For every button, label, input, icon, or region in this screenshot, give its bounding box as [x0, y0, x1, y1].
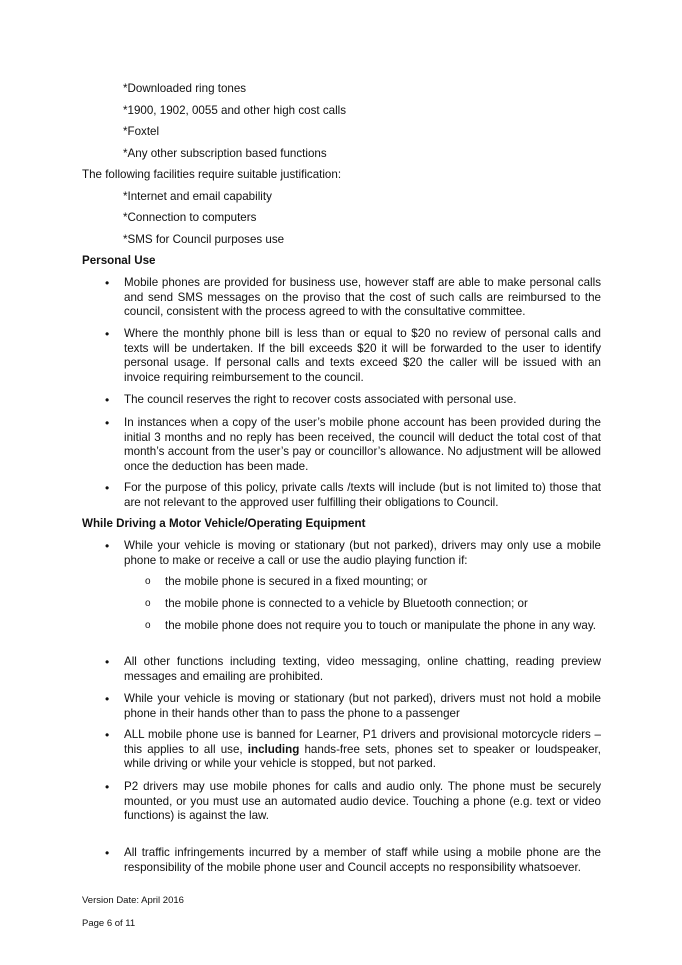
bullet-icon — [105, 728, 119, 744]
list-item: *1900, 1902, 0055 and other high cost calls — [123, 104, 347, 117]
bullet-text: While your vehicle is moving or stationary (but not parked), drivers must not hold a mobile phone in their hands other than to pass the phone to a passenger — [124, 692, 601, 720]
bullet-icon — [105, 780, 119, 796]
bullet-icon — [105, 393, 119, 409]
bullet-icon — [105, 327, 119, 343]
bullet-icon — [105, 416, 119, 432]
version-date: Version Date: April 2016 — [82, 895, 184, 906]
circle-bullet-icon: o — [145, 620, 151, 631]
bullet-icon — [105, 655, 119, 671]
list-item: *SMS for Council purposes use — [123, 233, 285, 246]
bullet-text: The council reserves the right to recover costs associated with personal use. — [124, 393, 517, 406]
bullet-icon — [105, 539, 119, 555]
bullet-icon — [105, 481, 119, 497]
bullet-icon — [105, 846, 119, 862]
bullet-text: While your vehicle is moving or stationary (but not parked), drivers may only use a mobile phone to make or receive a call or use the audio playing function if: — [124, 539, 601, 567]
bullet-text: In instances when a copy of the user’s mobile phone account has been provided during the initial 3 months and no reply has been received, the council will deduct the total cost of that month’s account from the user’s pay or councillor’s allowance. No adjustment will be allowed once the deduction has been made. — [124, 416, 601, 473]
circle-bullet-icon: o — [145, 598, 151, 609]
list-item: *Any other subscription based functions — [123, 147, 327, 160]
list-item: *Internet and email capability — [123, 190, 272, 203]
list-item: *Foxtel — [123, 125, 160, 138]
justification-intro: The following facilities require suitable justification: — [82, 168, 342, 181]
section-heading-personal-use: Personal Use — [82, 254, 156, 267]
list-item: *Connection to computers — [123, 211, 257, 224]
bullet-icon — [105, 692, 119, 708]
sub-item-text: the mobile phone is secured in a fixed mounting; or — [165, 575, 428, 588]
bullet-text: ALL mobile phone use is banned for Learner, P1 drivers and provisional motorcycle riders – this applies to all use, including hands-free sets, phones set to speaker or loudspeaker, while driving or while your vehicle is stopped, but not parked. — [124, 728, 601, 771]
circle-bullet-icon: o — [145, 576, 151, 587]
list-item: *Downloaded ring tones — [123, 82, 247, 95]
bullet-text: P2 drivers may use mobile phones for calls and audio only. The phone must be securely mounted, or you must use an automated audio device. Touching a phone (e.g. text or video functions) is against the law. — [124, 780, 601, 823]
bullet-text: All traffic infringements incurred by a member of staff while using a mobile phone are the responsibility of the mobile phone user and Council accepts no responsibility whatsoever. — [124, 846, 601, 874]
section-heading-driving: While Driving a Motor Vehicle/Operating Equipment — [82, 517, 366, 530]
bullet-text: All other functions including texting, video messaging, online chatting, reading preview messages and emailing are prohibited. — [124, 655, 601, 683]
page-number: Page 6 of 11 — [82, 918, 136, 929]
sub-item-text: the mobile phone is connected to a vehicle by Bluetooth connection; or — [165, 597, 528, 610]
bullet-icon — [105, 276, 119, 292]
bullet-text: For the purpose of this policy, private calls /texts will include (but is not limited to) those that are not relevant to the approved user fulfilling their obligations to Council. — [124, 481, 601, 509]
emphasis-including: including — [247, 742, 300, 756]
sub-item-text: the mobile phone does not require you to touch or manipulate the phone in any way. — [165, 619, 596, 632]
bullet-text: Where the monthly phone bill is less than or equal to $20 no review of personal calls and texts will be undertaken. If the bill exceeds $20 it will be forwarded to the user to identify personal usage. If personal calls and texts exceed $20 the caller will be issued with an invoice requiring reimbursement to the council. — [124, 327, 601, 384]
bullet-text: Mobile phones are provided for business use, however staff are able to make personal calls and send SMS messages on the proviso that the cost of such calls are reimbursed to the council, consistent with the process agreed to with the consultative committee. — [124, 276, 601, 319]
